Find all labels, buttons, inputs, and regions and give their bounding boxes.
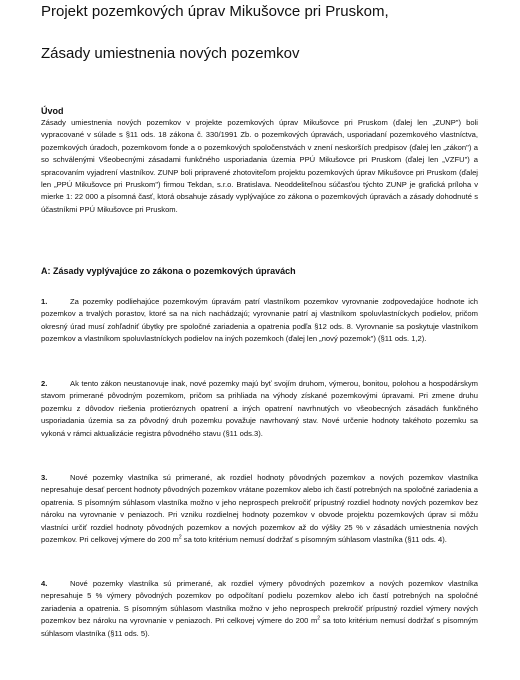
list-item-number: 3.	[41, 473, 48, 482]
list-item-text: Nové pozemky vlastníka sú primerané, ak rozdiel výmery pôvodných pozemkov a nových pozemkov vlastníka nepresahuje 5 % výmery pôvodných pozemkov po odpočítaní podielu pozemkov alebo ich častí potrebných na spoločné zariadenia a opatrenia. S písomným súhlasom vlastníka možno v jeho neprospech prekročiť prípustný rozdiel výmery nových pozemkov bez nároku na vyrovnanie v peniazoch. Pri celkovej výmere do 200 m	[41, 579, 478, 626]
section-a-heading: A: Zásady vyplývajúce zo zákona o pozemkových úpravách	[41, 266, 296, 276]
list-item-4	[41, 578, 478, 640]
list-item-2	[41, 378, 478, 440]
list-item-number: 1.	[41, 297, 48, 306]
list-item-text-end: sa toto kritérium nemusí dodržať s písomným súhlasom vlastníka (§11 ods. 4).	[181, 535, 447, 545]
list-item-text: Nové pozemky vlastníka sú primerané, ak rozdiel hodnoty pôvodných pozemkov a nových pozemkov vlastníka nepresahuje desať percent hodnoty pôvodných pozemkov vrátane pozemkov alebo ich častí potrebných na spoločné zariadenia a opatrenia. S písomným súhlasom vlastníka možno v jeho neprospech prekročiť prípustný rozdiel hodnoty nových pozemkov bez nároku na vyrovnanie v peniazoch. Pri vzniku rozdielnej hodnoty pozemkov v obvode projektu pozemkových úprav si môžu vlastníci určiť rozdiel hodnoty pôvodných pozemkov a nových pozemkov až do výšky 25 % v zásadách umiestnenia nových pozemkov. Pri celkovej výmere do 200 m	[41, 473, 478, 545]
list-item-number: 2.	[41, 379, 48, 388]
list-item-text-end: sa toto kritérium nemusí dodržať s písomným súhlasom vlastníka (§11 ods. 5).	[41, 616, 478, 638]
intro-paragraph: Zásady umiestnenia nových pozemkov v projekte pozemkových úprav Mikušovce pri Pruskom (ďalej len „ZUNP") boli vypracované v súlade s §11 ods. 18 zákona č. 330/1991 Zb. o pozemkových úpravách, usporiadaní pozemkového vlastníctva, pozemkových úradoch, pozemkovom fonde a o pozemkových spoločenstvách v znení neskorších predpisov (ďalej len „zákon") a so schválenými Všeobecnými zásadami funkčného usporiadania územia PPÚ Mikušovce pri Pruskom (ďalej len „VZFU") a spracovaním vyjadrení vlastníkov. ZUNP boli pripravené zhotoviteľom projektu pozemkových úprav Mikušovce pri Pruskom (ďalej len „PPÚ Mikušovce pri Pruskom") firmou Tekdan, s.r.o. Bratislava. Neoddeliteľnou súčasťou týchto ZUNP je grafická príloha v mierke 1: 22 000 a písomná časť, ktorá obsahuje zásady vyplývajúce zo zákona o pozemkových úpravách a zásady dohodnuté s účastníkmi PPÚ Mikušovce pri Pruskom.	[41, 118, 478, 214]
list-item-number: 4.	[41, 579, 48, 588]
list-item-3	[41, 472, 478, 546]
superscript: 2	[178, 534, 182, 541]
intro-heading: Úvod	[41, 106, 64, 116]
document-subtitle: Zásady umiestnenia nových pozemkov	[41, 45, 300, 62]
superscript: 2	[317, 615, 321, 622]
list-item-1	[41, 296, 478, 346]
list-item-text: Ak tento zákon neustanovuje inak, nové pozemky majú byť svojím druhom, výmerou, bonitou, polohou a hospodárskym stavom primerané pôvodným pozemkom, pričom sa prihliada na výhody získané pozemkovými úpravami. Pri zmene druhu pozemku z dôvodov riešenia protieróznych opatrení a iných opatrení navrhnutých vo všeobecných zásadách funkčného usporiadania územia sa za pôvodný druh pozemku považuje navrhovaný stav. Nové určenie hodnoty takéhoto pozemku sa vykoná v rámci aktualizácie registra pôvodného stavu (§11 ods.3).	[41, 379, 478, 438]
document-title: Projekt pozemkových úprav Mikušovce pri Pruskom,	[41, 3, 389, 20]
list-item-text: Za pozemky podliehajúce pozemkovým úpravám patrí vlastníkom pozemkov vyrovnanie zodpovedajúce hodnote ich pozemkov a trvalých porastov, ktoré sa na nich nachádzajú; vyrovnanie patrí aj vlastníkom spoluvlastníckych podielov, pričom okresný úrad musí zohľadniť úbytky pre spoločné zariadenia a opatrenia podľa §12 ods. 8. Vyrovnanie sa poskytuje vlastníkom pozemkov a vlastníkom spoluvlastníckych podielov na iných pozemkoch (ďalej len „nový pozemok") (§11 ods. 1,2).	[41, 297, 478, 344]
